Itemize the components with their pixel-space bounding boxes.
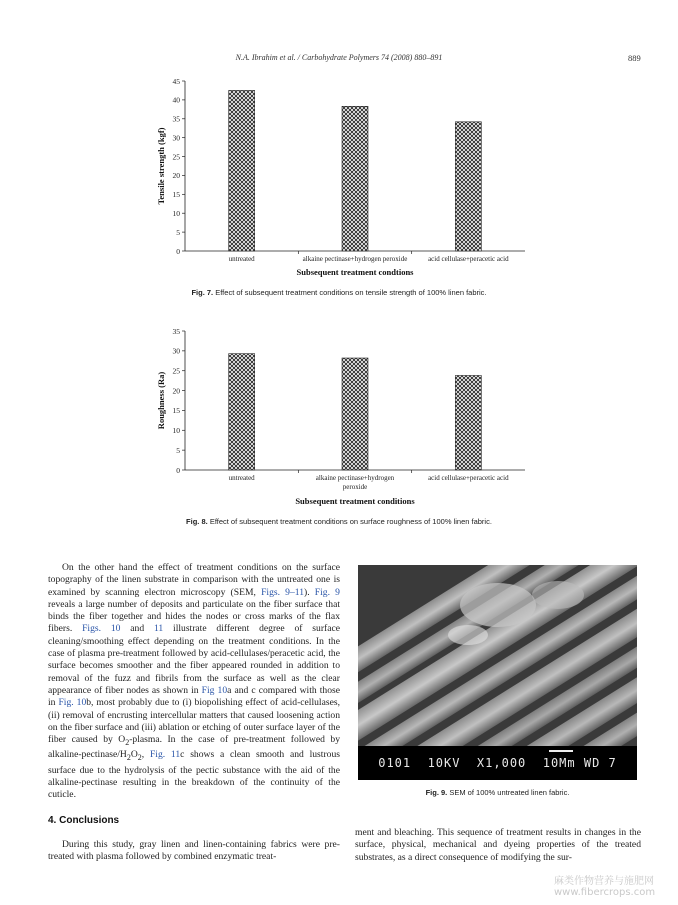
y-tick-label: 30	[172, 346, 180, 356]
bar	[342, 358, 368, 470]
y-tick-label: 30	[172, 133, 180, 143]
x-tick-label: acid cellulase+peracetic acid	[428, 255, 509, 263]
figure-8-text: Effect of subsequent treatment conditions on surface roughness of 100% linen fabric.	[209, 517, 492, 526]
figure-7-text: Effect of subsequent treatment conditions on tensile strength of 100% linen fabric.	[215, 288, 487, 297]
sem-info-text: 0101 10KV X1,000 10Mm WD 7	[378, 756, 617, 770]
bar	[342, 106, 368, 251]
ref-figs-10[interactable]: Figs. 10	[82, 623, 121, 635]
y-tick-label: 0	[176, 465, 180, 475]
x-tick-label: alkaine pectinase+hydrogen	[315, 474, 395, 482]
y-tick-label: 5	[176, 227, 180, 237]
ref-fig-10-b[interactable]: Fig. 10	[58, 697, 87, 709]
section-heading-conclusions: 4. Conclusions	[48, 815, 120, 826]
y-tick-label: 25	[172, 152, 180, 162]
sem-scale-bar	[549, 750, 573, 752]
ref-figs-9-11[interactable]: Figs. 9–11	[261, 586, 305, 598]
bar	[229, 354, 255, 470]
figure-7-caption	[0, 288, 678, 297]
paragraph-conclusions-continued: ment and bleaching. This sequence of treatment results in changes in the surface, physical, mechanical and dyeing properties of the treated substrates, as a direct consequence of modifying the sur-	[355, 827, 641, 863]
y-tick-label: 40	[172, 95, 180, 105]
x-axis-title: Subsequent treatment condtions	[296, 267, 414, 277]
x-tick-label: untreated	[228, 255, 255, 263]
paragraph-surface-topography: On the other hand the effect of treatment conditions on the surface topography of the linen substrate in comparison with the untreated one is examined by scanning electron microscopy (SEM, Figs. 9–11). Fig. 9 reveals a large number of deposits and particulate on the fiber surface that binds the fiber together and hides the nodes or cross marks of the flax fibers. Figs. 10 and 11 illustrate different degree of surface cleaning/smoothing effect depending on the treatment conditions. In the case of plasma pre-treatment followed by acid-cellulases/peracetic acid, the surface becomes smoother and the fiber appeared rounded in addition to removal of the fuzz and fibrils from the surface as well as the clear appearance of fiber nodes as shown in Fig 10a and c compared with those in Fig. 10b, most probably due to (i) biopolishing effect of acid-cellulases, (ii) removal of encrusting intercellular matters that caused loosening action on the fiber surface and (iii) ablation or etching of outer surface layer of the fiber caused by $O_2$-plasma. In the case of pre-treatment followed by alkaline-$pectinase/H_2O_2$, Fig. 11c shows a clean smooth and lustrous surface due to the hydrolysis of the pectic substance with the aid of the alkaline-pectinase resulting in the breakdown of the continuity of the cuticle.	[48, 562, 340, 801]
paragraph-conclusions: During this study, gray linen and linen-containing fabrics were pre-treated with plasma followed by combined enzymatic treat-	[48, 839, 340, 863]
figure-9-text: SEM of 100% untreated linen fabric.	[449, 788, 570, 797]
figure-8-caption	[0, 517, 678, 526]
tensile-strength-chart	[150, 70, 540, 282]
bar	[229, 90, 255, 251]
y-tick-label: 45	[172, 76, 180, 86]
ref-fig-11[interactable]: 11	[153, 623, 164, 635]
ref-fig-10-a[interactable]: Fig 10	[201, 684, 228, 696]
y-tick-label: 15	[172, 190, 180, 200]
y-tick-label: 25	[172, 366, 180, 376]
y-tick-label: 20	[172, 386, 180, 396]
x-axis-title: Subsequent treatment conditions	[295, 496, 415, 506]
ref-fig-11-c[interactable]: Fig. 11	[149, 749, 181, 761]
y-tick-label: 10	[172, 209, 180, 219]
figure-9-label: Fig. 9.	[425, 788, 448, 797]
page-number: 889	[628, 53, 641, 63]
y-tick-label: 15	[172, 406, 180, 416]
y-tick-label: 35	[172, 114, 180, 124]
y-axis-title: Roughness (Ra)	[156, 371, 166, 430]
bar	[455, 375, 481, 470]
x-tick-label: peroxide	[342, 483, 368, 491]
figure-8-label: Fig. 8.	[186, 517, 208, 526]
y-tick-label: 10	[172, 426, 180, 436]
y-axis-title: Tensile strength (kgf)	[156, 127, 166, 205]
figure-9-caption	[358, 788, 637, 797]
x-tick-label: alkaine pectinase+hydrogen peroxide	[302, 255, 408, 263]
y-tick-label: 35	[172, 326, 180, 336]
y-tick-label: 20	[172, 171, 180, 181]
ref-fig-9[interactable]: Fig. 9	[314, 586, 340, 598]
x-tick-label: acid cellulase+peracetic acid	[428, 474, 509, 482]
y-tick-label: 0	[176, 246, 180, 256]
figure-7-label: Fig. 7.	[191, 288, 214, 297]
watermark: 麻类作物营养与施肥网 www.fibercrops.com	[554, 876, 656, 898]
y-tick-label: 5	[176, 445, 180, 455]
sem-micrograph	[358, 565, 637, 780]
x-tick-label: untreated	[228, 474, 255, 482]
surface-roughness-chart	[150, 320, 540, 512]
bar	[455, 122, 481, 251]
running-header: N.A. Ibrahim et al. / Carbohydrate Polymers 74 (2008) 880–891	[235, 53, 443, 62]
